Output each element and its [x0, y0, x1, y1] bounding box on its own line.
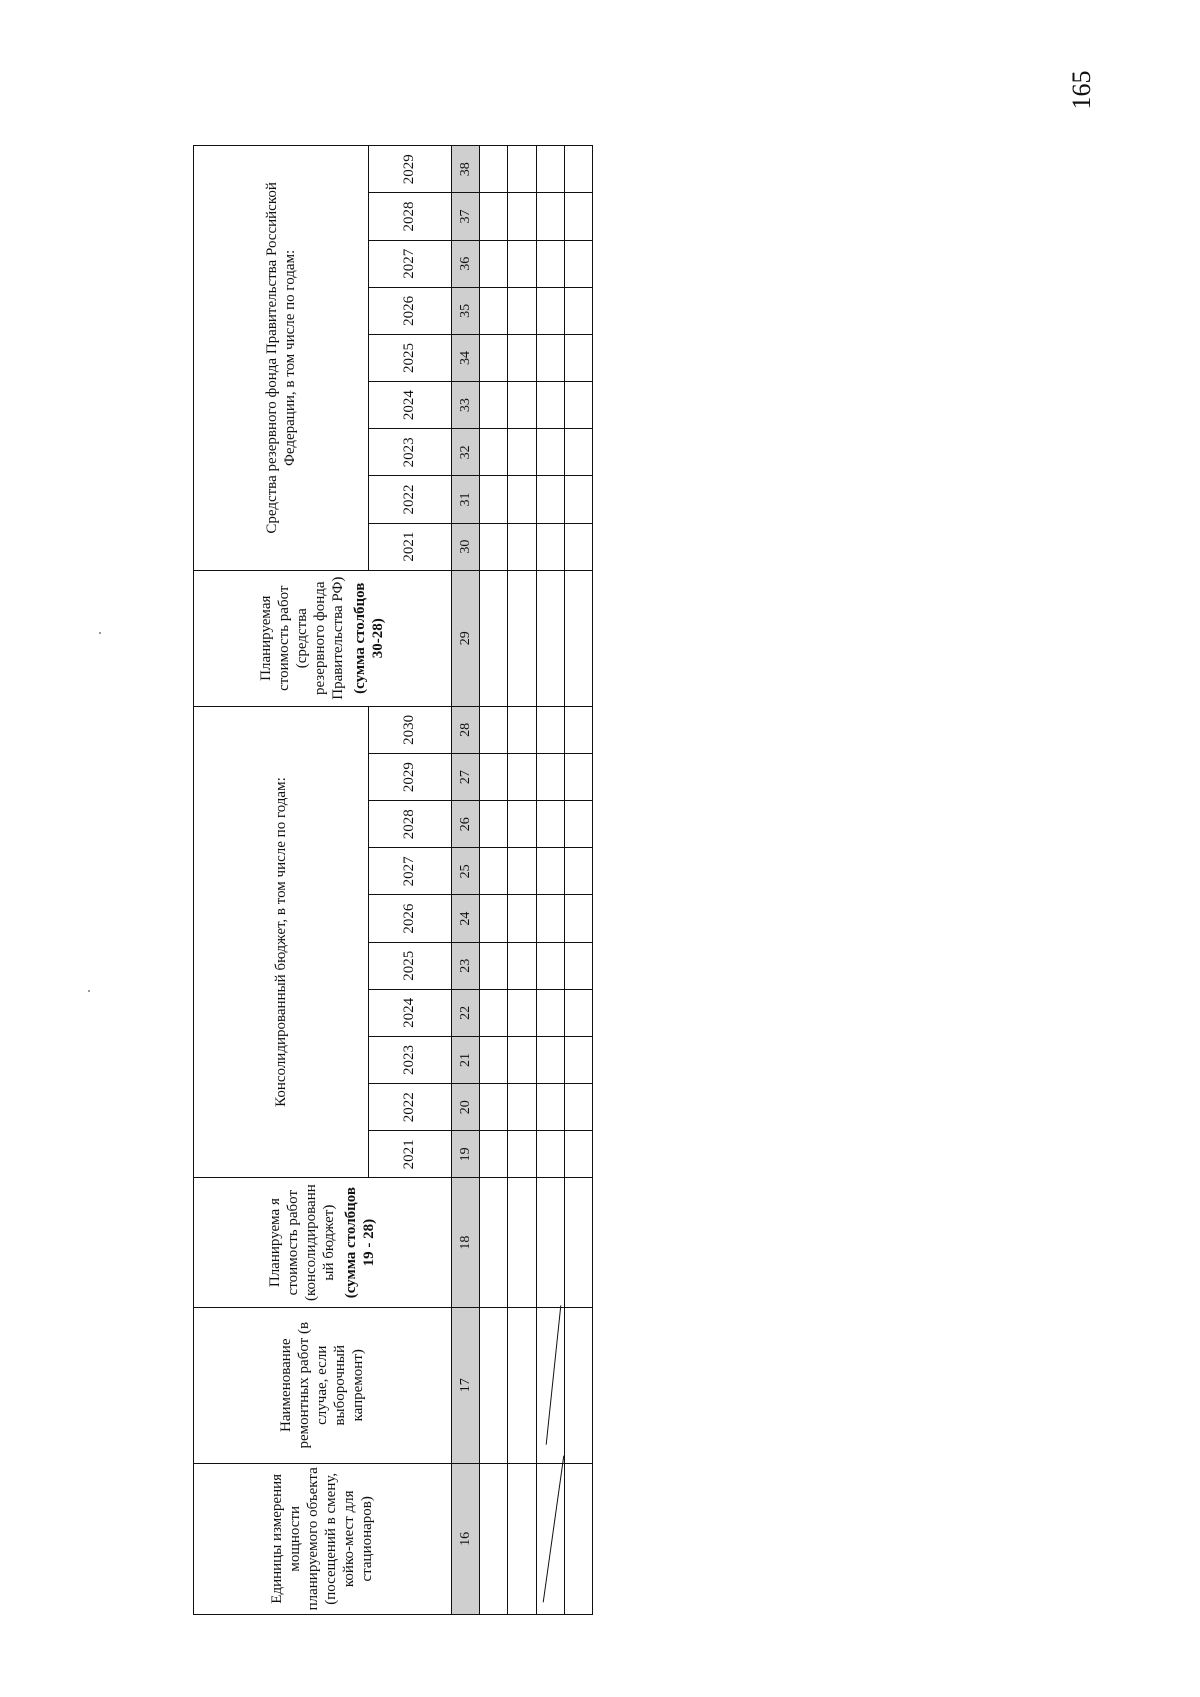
column-number: 28: [451, 706, 479, 753]
scan-speck: [88, 990, 90, 992]
year-consolidated: 2026: [368, 895, 451, 942]
year-consolidated: 2021: [368, 1131, 451, 1178]
year-consolidated: 2024: [368, 989, 451, 1036]
year-reserve: 2022: [368, 476, 451, 523]
header-col17: Наименование ремонтных работ (в случае, если выборочный капремонт): [194, 1307, 452, 1463]
column-number: 18: [451, 1178, 479, 1307]
column-number: 33: [451, 382, 479, 429]
column-number: 37: [451, 193, 479, 240]
year-reserve: 2027: [368, 240, 451, 287]
year-reserve: 2025: [368, 334, 451, 381]
column-number: 19: [451, 1131, 479, 1178]
year-consolidated: 2029: [368, 754, 451, 801]
page-number: 165: [1067, 70, 1096, 110]
column-number: 25: [451, 848, 479, 895]
column-number: 23: [451, 942, 479, 989]
year-reserve: 2024: [368, 382, 451, 429]
column-number: 38: [451, 146, 479, 193]
column-number: 17: [451, 1307, 479, 1463]
year-consolidated: 2025: [368, 942, 451, 989]
column-number: 24: [451, 895, 479, 942]
column-number: 35: [451, 287, 479, 334]
column-number: 16: [451, 1463, 479, 1614]
budget-table: [193, 145, 593, 1615]
year-reserve: 2028: [368, 193, 451, 240]
column-number: 29: [451, 570, 479, 706]
year-consolidated: 2022: [368, 1084, 451, 1131]
column-number-row: [451, 146, 479, 1615]
year-reserve: 2029: [368, 146, 451, 193]
year-consolidated: 2028: [368, 801, 451, 848]
column-number: 20: [451, 1084, 479, 1131]
header-consolidated-group: Консолидированный бюджет, в том числе по годам:: [194, 706, 369, 1178]
table-row-empty: [480, 146, 508, 1615]
scan-speck: [99, 632, 101, 634]
table-row-empty: [564, 146, 592, 1615]
column-number: 27: [451, 754, 479, 801]
column-number: 30: [451, 523, 479, 570]
header-reserve-group: Средства резервного фонда Правительства Российской Федерации, в том числе по годам:: [194, 146, 369, 571]
header-col18: Планируема я стоимость работ (консолидированн ый бюджет) (сумма столбцов 19 - 28): [194, 1178, 452, 1307]
budget-table-rotated: [193, 145, 593, 1615]
header-col16: Единицы измерения мощности планируемого объекта (посещений в смену, койко-мест для стационаров): [194, 1463, 452, 1614]
column-number: 32: [451, 429, 479, 476]
column-number: 34: [451, 334, 479, 381]
year-reserve: 2021: [368, 523, 451, 570]
year-reserve: 2023: [368, 429, 451, 476]
header-col29: Планируемая стоимость работ (средства резервного фонда Правительства РФ) (сумма столбцов 30-28): [194, 570, 452, 706]
column-number: 22: [451, 989, 479, 1036]
column-number: 36: [451, 240, 479, 287]
year-consolidated: 2030: [368, 706, 451, 753]
table-row-empty: [508, 146, 536, 1615]
year-consolidated: 2023: [368, 1036, 451, 1083]
column-number: 31: [451, 476, 479, 523]
column-number: 26: [451, 801, 479, 848]
year-consolidated: 2027: [368, 848, 451, 895]
column-number: 21: [451, 1036, 479, 1083]
year-reserve: 2026: [368, 287, 451, 334]
